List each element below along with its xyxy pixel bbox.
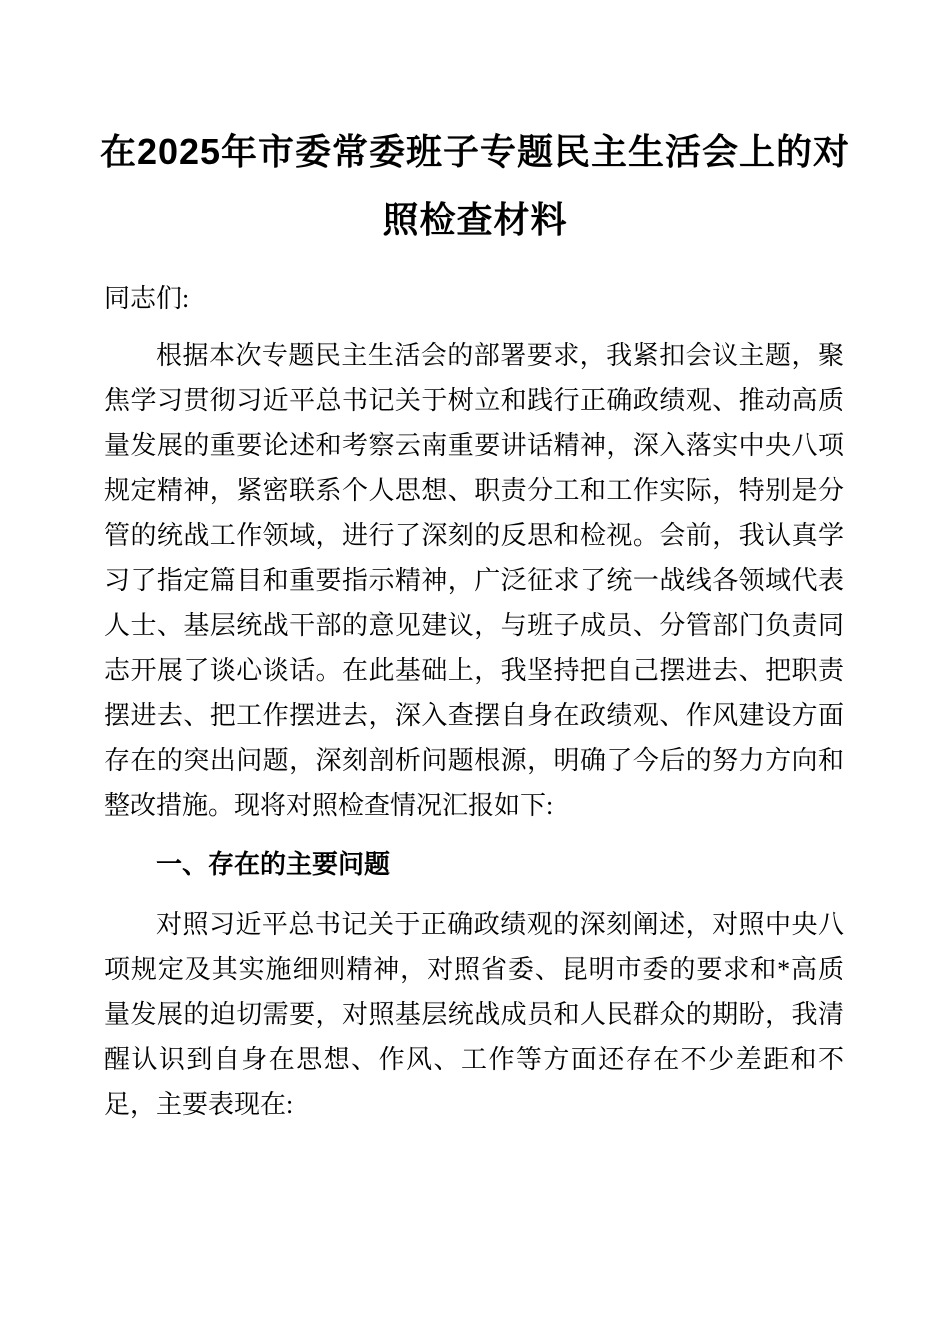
document-title-line-2: 照检查材料	[382, 199, 568, 240]
section-1-heading: 一、存在的主要问题	[156, 850, 391, 879]
document-body	[0, 276, 950, 1127]
intro-paragraph: 根据本次专题民主生活会的部署要求，我紧扣会议主题，聚焦学习贯彻习近平总书记关于树立和践行正确政绩观、推动高质量发展的重要论述和考察云南重要讲话精神，深入落实中央八项规定精神，紧密联系个人思想、职责分工和工作实际，特别是分管的统战工作领域，进行了深刻的反思和检视。会前，我认真学习了指定篇目和重要指示精神，广泛征求了统一战线各领域代表人士、基层统战干部的意见建议，与班子成员、分管部门负责同志开展了谈心谈话。在此基础上，我坚持把自己摆进去、把职责摆进去、把工作摆进去，深入查摆自身在政绩观、作风建设方面存在的突出问题，深刻剖析问题根源，明确了今后的努力方向和整改措施。现将对照检查情况汇报如下:	[104, 341, 844, 820]
document-title-line-1: 在2025年市委常委班子专题民主生活会上的对	[99, 131, 851, 172]
document-title	[0, 0, 950, 254]
greeting-line: 同志们:	[104, 284, 190, 313]
section-1-paragraph: 对照习近平总书记关于正确政绩观的深刻阐述，对照中央八项规定及其实施细则精神，对照省委、昆明市委的要求和*高质量发展的迫切需要，对照基层统战成员和人民群众的期盼，我清醒认识到自身在思想、作风、工作等方面还存在不少差距和不足，主要表现在:	[104, 910, 844, 1119]
